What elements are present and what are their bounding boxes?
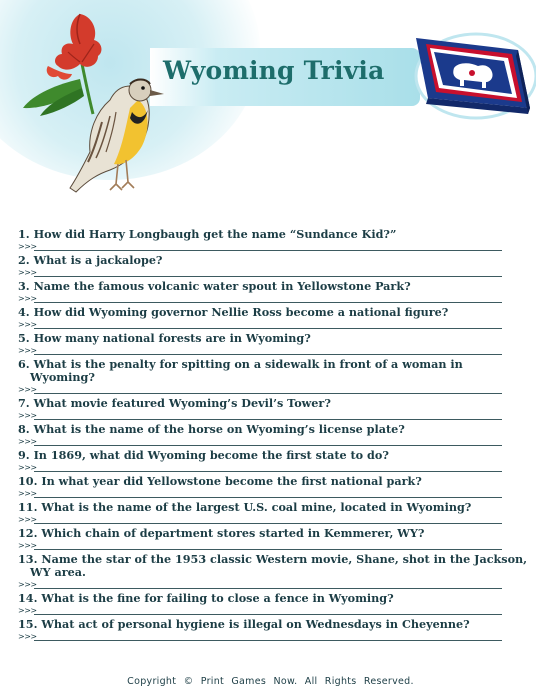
question-text: 6. What is the penalty for spitting on a sidewalk in front of a woman in xyxy=(18,357,463,371)
answer-underline xyxy=(34,445,502,446)
question-text-continued: Wyoming? xyxy=(30,370,95,384)
question-3 xyxy=(18,280,518,306)
question-9 xyxy=(18,449,518,475)
indian-paintbrush-icon xyxy=(47,14,102,80)
answer-underline xyxy=(34,588,502,589)
answer-prefix: >>> xyxy=(18,632,37,641)
answer-prefix: >>> xyxy=(18,294,37,303)
answer-underline xyxy=(34,614,502,615)
answer-line[interactable] xyxy=(18,241,518,254)
answer-line[interactable] xyxy=(18,436,518,449)
question-text: 8. What is the name of the horse on Wyoming’s license plate? xyxy=(18,422,405,436)
answer-line[interactable] xyxy=(18,605,518,618)
answer-prefix: >>> xyxy=(18,515,37,524)
question-13 xyxy=(18,552,528,592)
answer-line[interactable] xyxy=(18,319,518,332)
answer-underline xyxy=(34,497,502,498)
question-4 xyxy=(18,306,518,332)
answer-prefix: >>> xyxy=(18,541,37,550)
question-14 xyxy=(18,592,518,618)
answer-underline xyxy=(34,419,502,420)
answer-line[interactable] xyxy=(18,293,518,306)
question-text: 1. How did Harry Longbaugh get the name “Sundance Kid?” xyxy=(18,227,397,241)
question-10 xyxy=(18,475,518,501)
answer-prefix: >>> xyxy=(18,320,37,329)
meadowlark-icon xyxy=(18,4,168,204)
answer-line[interactable] xyxy=(18,384,518,397)
answer-prefix: >>> xyxy=(18,606,37,615)
question-text: 9. In 1869, what did Wyoming become the first state to do? xyxy=(18,448,389,462)
question-8 xyxy=(18,423,518,449)
question-12 xyxy=(18,527,518,553)
answer-prefix: >>> xyxy=(18,346,37,355)
answer-prefix: >>> xyxy=(18,268,37,277)
answer-underline xyxy=(34,354,502,355)
answer-underline xyxy=(34,250,502,251)
answer-underline xyxy=(34,523,502,524)
answer-line[interactable] xyxy=(18,267,518,280)
question-text: 2. What is a jackalope? xyxy=(18,253,163,267)
answer-prefix: >>> xyxy=(18,489,37,498)
question-text: 10. In what year did Yellowstone become the first national park? xyxy=(18,474,422,488)
page-title: Wyoming Trivia xyxy=(163,56,385,85)
question-6 xyxy=(18,358,518,397)
question-text: 11. What is the name of the largest U.S. coal mine, located in Wyoming? xyxy=(18,500,472,514)
question-text: 12. Which chain of department stores started in Kemmerer, WY? xyxy=(18,526,425,540)
answer-underline xyxy=(34,549,502,550)
answer-line[interactable] xyxy=(18,540,518,553)
answer-prefix: >>> xyxy=(18,242,37,251)
copyright-footer: Copyright © Print Games Now. All Rights Reserved. xyxy=(127,676,414,687)
question-2 xyxy=(18,254,518,280)
answer-line[interactable] xyxy=(18,345,518,358)
question-text: 7. What movie featured Wyoming’s Devil’s Tower? xyxy=(18,396,331,410)
question-list xyxy=(18,227,528,644)
question-text: 14. What is the fine for failing to close a fence in Wyoming? xyxy=(18,591,394,605)
question-11 xyxy=(18,501,518,527)
answer-underline xyxy=(34,393,502,394)
answer-underline xyxy=(34,640,502,641)
answer-prefix: >>> xyxy=(18,437,37,446)
answer-line[interactable] xyxy=(18,579,518,592)
question-text: 3. Name the famous volcanic water spout in Yellowstone Park? xyxy=(18,279,411,293)
question-text: 13. Name the star of the 1953 classic Western movie, Shane, shot in the Jackson, xyxy=(18,552,528,566)
question-text: 5. How many national forests are in Wyoming? xyxy=(18,331,311,345)
answer-underline xyxy=(34,328,502,329)
question-text-continued: WY area. xyxy=(30,565,86,579)
question-5 xyxy=(18,332,518,358)
question-15 xyxy=(18,618,518,644)
answer-underline xyxy=(34,302,502,303)
answer-prefix: >>> xyxy=(18,385,37,394)
answer-line[interactable] xyxy=(18,514,518,527)
answer-line[interactable] xyxy=(18,462,518,475)
answer-underline xyxy=(34,471,502,472)
question-7 xyxy=(18,397,518,423)
question-1 xyxy=(18,228,518,254)
question-text: 4. How did Wyoming governor Nellie Ross become a national figure? xyxy=(18,305,449,319)
answer-line[interactable] xyxy=(18,631,518,644)
answer-prefix: >>> xyxy=(18,580,37,589)
answer-prefix: >>> xyxy=(18,463,37,472)
answer-prefix: >>> xyxy=(18,411,37,420)
answer-underline xyxy=(34,276,502,277)
answer-line[interactable] xyxy=(18,410,518,423)
wyoming-flag-icon xyxy=(406,18,536,122)
question-text: 15. What act of personal hygiene is illegal on Wednesdays in Cheyenne? xyxy=(18,617,470,631)
answer-line[interactable] xyxy=(18,488,518,501)
